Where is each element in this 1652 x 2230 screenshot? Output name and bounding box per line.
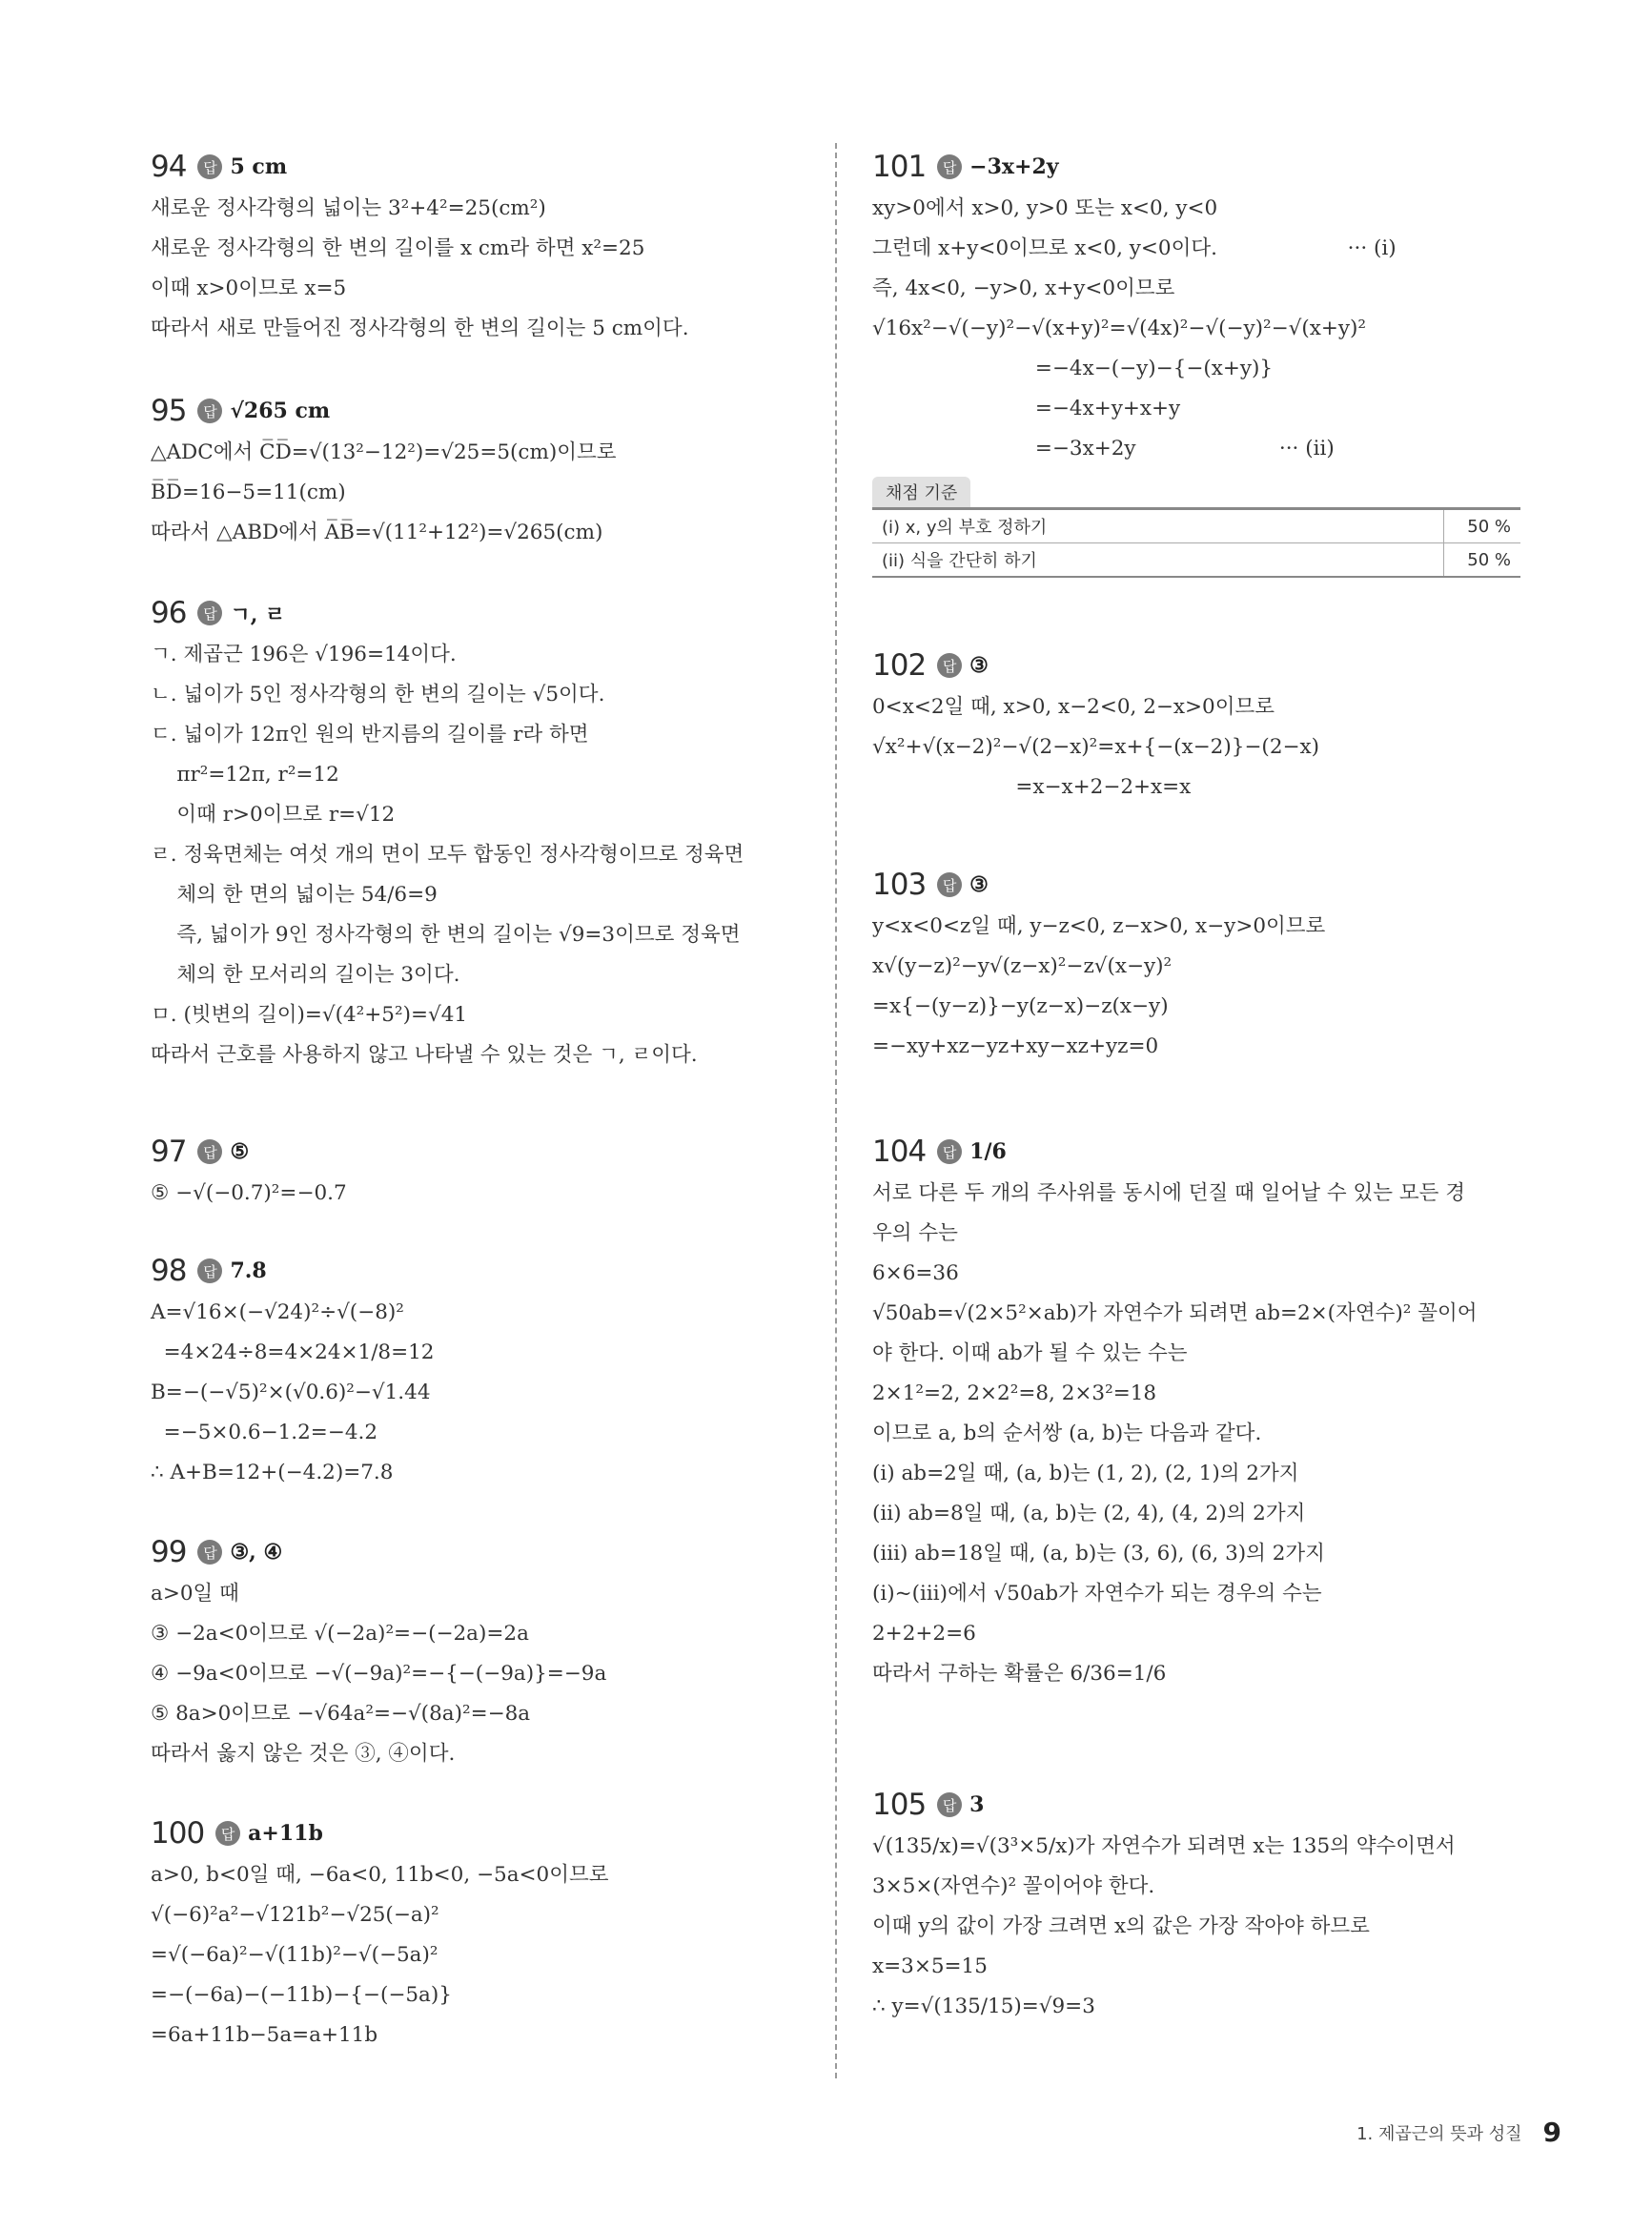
problem-105 bbox=[872, 1783, 1530, 2027]
problem-103 bbox=[872, 863, 1530, 1067]
problem-header bbox=[872, 1130, 1530, 1174]
problem-header bbox=[151, 1249, 818, 1293]
solution-line: (i) ab=2일 때, (a, b)는 (1, 2), (2, 1)의 2가지 bbox=[872, 1462, 1299, 1485]
problem-answer: ③, ④ bbox=[230, 1540, 283, 1565]
problem-header bbox=[872, 863, 1530, 907]
problem-number: 94 bbox=[151, 150, 187, 184]
problem-number: 103 bbox=[872, 868, 927, 902]
solution-line: 이때 r>0이므로 r=√12 bbox=[151, 803, 396, 827]
page-footer bbox=[1356, 2117, 1561, 2148]
rubric-percent: 50 % bbox=[1444, 509, 1521, 543]
problem-number: 96 bbox=[151, 596, 187, 630]
solution-line: x√(y−z)²−y√(z−x)²−z√(x−y)² bbox=[872, 954, 1173, 978]
chapter-title: 1. 제곱근의 뜻과 성질 bbox=[1356, 2123, 1522, 2144]
solution-line: 따라서 구하는 확률은 6/36=1/6 bbox=[872, 1662, 1167, 1686]
problem-answer: −3x+2y bbox=[969, 154, 1059, 179]
solution-line: =−4x+y+x+y bbox=[872, 397, 1181, 420]
solution-line: 즉, 넓이가 9인 정사각형의 한 변의 길이는 √9=3이므로 정육면 bbox=[151, 923, 741, 947]
problem-97 bbox=[151, 1130, 818, 1214]
solution-line: ∴ y=√(135/15)=√9=3 bbox=[872, 1995, 1095, 2018]
solution-line: (ii) ab=8일 때, (a, b)는 (2, 4), (4, 2)의 2가지 bbox=[872, 1502, 1306, 1525]
problem-header bbox=[872, 644, 1530, 687]
solution-line: √x²+√(x−2)²−√(2−x)²=x+{−(x−2)}−(2−x) bbox=[872, 735, 1320, 759]
answer-badge-icon: 답 bbox=[197, 1540, 222, 1565]
answer-badge-icon: 답 bbox=[937, 154, 962, 179]
solution-line: 야 한다. 이때 ab가 될 수 있는 수는 bbox=[872, 1341, 1188, 1365]
answer-badge-icon: 답 bbox=[937, 653, 962, 678]
solution-line: 2×1²=2, 2×2²=8, 2×3²=18 bbox=[872, 1381, 1157, 1405]
problem-number: 95 bbox=[151, 394, 187, 428]
solution-line: (i)~(iii)에서 √50ab가 자연수가 되는 경우의 수는 bbox=[872, 1582, 1322, 1606]
solution-line: =√(−6a)²−√(11b)²−√(−5a)² bbox=[151, 1943, 438, 1967]
solution-line: √(−6)²a²−√121b²−√25(−a)² bbox=[151, 1903, 439, 1927]
solution-line: 따라서 옳지 않은 것은 ③, ④이다. bbox=[151, 1742, 456, 1766]
problem-number: 105 bbox=[872, 1788, 927, 1822]
problem-header bbox=[151, 145, 818, 189]
column-divider bbox=[835, 143, 837, 2078]
problem-number: 99 bbox=[151, 1535, 187, 1569]
problem-101 bbox=[872, 145, 1530, 578]
solution-line: (iii) ab=18일 때, (a, b)는 (3, 6), (6, 3)의 2가지 bbox=[872, 1542, 1325, 1565]
solution-line: πr²=12π, r²=12 bbox=[151, 763, 339, 787]
solution-line: 6×6=36 bbox=[872, 1261, 959, 1285]
rubric-table bbox=[872, 507, 1520, 578]
solution-line: =−4x−(−y)−{−(x+y)} bbox=[872, 357, 1274, 380]
solution-line: 즉, 4x<0, −y>0, x+y<0이므로 bbox=[872, 276, 1175, 300]
solution-line: 새로운 정사각형의 넓이는 3²+4²=25(cm²) bbox=[151, 196, 546, 220]
solution-line: △ADC에서 C̅D̅=√(13²−12²)=√25=5(cm)이므로 bbox=[151, 440, 617, 464]
solution-line: 2+2+2=6 bbox=[872, 1622, 976, 1646]
problem-answer: 3 bbox=[969, 1792, 985, 1817]
solution-line: 우의 수는 bbox=[872, 1221, 958, 1245]
solution-line: 이때 x>0이므로 x=5 bbox=[151, 276, 347, 300]
solution-line: 3×5×(자연수)² 꼴이어야 한다. bbox=[872, 1874, 1155, 1898]
rubric-title: 채점 기준 bbox=[872, 477, 970, 507]
solution-line: x=3×5=15 bbox=[872, 1954, 988, 1978]
problem-98 bbox=[151, 1249, 818, 1493]
problem-answer: ③ bbox=[969, 653, 989, 678]
problem-102 bbox=[872, 644, 1530, 808]
problem-answer: a+11b bbox=[248, 1821, 323, 1846]
problem-number: 101 bbox=[872, 150, 927, 184]
table-row bbox=[872, 543, 1520, 578]
solution-line: √16x²−√(−y)²−√(x+y)²=√(4x)²−√(−y)²−√(x+y)² bbox=[872, 317, 1367, 340]
solution-line: 서로 다른 두 개의 주사위를 동시에 던질 때 일어날 수 있는 모든 경 bbox=[872, 1181, 1466, 1205]
answer-badge-icon: 답 bbox=[215, 1821, 240, 1846]
answer-badge-icon: 답 bbox=[197, 1258, 222, 1283]
solution-line: y<x<0<z일 때, y−z<0, z−x>0, x−y>0이므로 bbox=[872, 914, 1326, 938]
solution-line: ㄹ. 정육면체는 여섯 개의 면이 모두 합동인 정사각형이므로 정육면 bbox=[151, 843, 744, 867]
solution-line: =4×24÷8=4×24×1/8=12 bbox=[151, 1340, 435, 1364]
problem-header bbox=[151, 1530, 818, 1574]
solution-line: 따라서 새로 만들어진 정사각형의 한 변의 길이는 5 cm이다. bbox=[151, 317, 689, 340]
solution-line: =−xy+xz−yz+xy−xz+yz=0 bbox=[872, 1034, 1159, 1058]
rubric-percent: 50 % bbox=[1444, 543, 1521, 578]
solution-line: 따라서 △ABD에서 A̅B̅=√(11²+12²)=√265(cm) bbox=[151, 521, 603, 544]
problem-number: 98 bbox=[151, 1254, 187, 1288]
solution-line: 새로운 정사각형의 한 변의 길이를 x cm라 하면 x²=25 bbox=[151, 236, 645, 260]
solution-line: ㄱ. 제곱근 196은 √196=14이다. bbox=[151, 643, 457, 666]
problem-header bbox=[151, 591, 818, 635]
solution-line: xy>0에서 x>0, y>0 또는 x<0, y<0 bbox=[872, 196, 1218, 220]
problem-answer: √265 cm bbox=[230, 399, 331, 423]
rubric-criterion: (i) x, y의 부호 정하기 bbox=[872, 509, 1444, 543]
problem-100 bbox=[151, 1811, 818, 2056]
solution-line: a>0일 때 bbox=[151, 1582, 239, 1606]
problem-number: 100 bbox=[151, 1816, 205, 1851]
problem-header bbox=[151, 1811, 818, 1855]
problem-answer: ③ bbox=[969, 872, 989, 897]
answer-badge-icon: 답 bbox=[197, 154, 222, 179]
solution-line: √50ab=√(2×5²×ab)가 자연수가 되려면 ab=2×(자연수)² 꼴이어 bbox=[872, 1301, 1478, 1325]
solution-line: ㅁ. (빗변의 길이)=√(4²+5²)=√41 bbox=[151, 1003, 468, 1027]
solution-line: 이때 y의 값이 가장 크려면 x의 값은 가장 작아야 하므로 bbox=[872, 1914, 1370, 1938]
problem-99 bbox=[151, 1530, 818, 1774]
solution-line: B=−(−√5)²×(√0.6)²−√1.44 bbox=[151, 1381, 431, 1404]
solution-line: 0<x<2일 때, x>0, x−2<0, 2−x>0이므로 bbox=[872, 695, 1275, 719]
solution-line: 체의 한 면의 넓이는 54/6=9 bbox=[151, 883, 438, 907]
answer-badge-icon: 답 bbox=[197, 601, 222, 625]
solution-line: ⑤ −√(−0.7)²=−0.7 bbox=[151, 1181, 347, 1205]
solution-line: =6a+11b−5a=a+11b bbox=[151, 2023, 378, 2047]
solution-line: √(135/x)=√(3³×5/x)가 자연수가 되려면 x는 135의 약수이면서 bbox=[872, 1834, 1456, 1858]
problem-95 bbox=[151, 389, 818, 553]
solution-line: =x{−(y−z)}−y(z−x)−z(x−y) bbox=[872, 994, 1169, 1018]
solution-line: ④ −9a<0이므로 −√(−9a)²=−{−(−9a)}=−9a bbox=[151, 1662, 607, 1686]
problem-96 bbox=[151, 591, 818, 1075]
problem-number: 97 bbox=[151, 1135, 187, 1169]
solution-line: =−(−6a)−(−11b)−{−(−5a)} bbox=[151, 1983, 452, 2007]
problem-answer: ⑤ bbox=[230, 1139, 250, 1164]
solution-line: ㄷ. 넓이가 12π인 원의 반지름의 길이를 r라 하면 bbox=[151, 723, 589, 747]
problem-number: 104 bbox=[872, 1135, 927, 1169]
grading-rubric bbox=[872, 477, 1520, 578]
solution-line: ③ −2a<0이므로 √(−2a)²=−(−2a)=2a bbox=[151, 1622, 529, 1646]
problem-header bbox=[872, 1783, 1530, 1827]
solution-line: ∴ A+B=12+(−4.2)=7.8 bbox=[151, 1461, 394, 1484]
problem-header bbox=[872, 145, 1530, 189]
solution-line: 그런데 x+y<0이므로 x<0, y<0이다. ··· (i) bbox=[872, 236, 1397, 260]
solution-line: 따라서 근호를 사용하지 않고 나타낼 수 있는 것은 ㄱ, ㄹ이다. bbox=[151, 1043, 698, 1067]
problem-94 bbox=[151, 145, 818, 349]
solution-line: =−5×0.6−1.2=−4.2 bbox=[151, 1421, 378, 1444]
problem-answer: 1/6 bbox=[969, 1139, 1007, 1164]
problem-number: 102 bbox=[872, 648, 927, 683]
page-number: 9 bbox=[1542, 2117, 1561, 2148]
solution-line: B̅D̅=16−5=11(cm) bbox=[151, 481, 346, 504]
answer-badge-icon: 답 bbox=[197, 1139, 222, 1164]
solution-line: 이므로 a, b의 순서쌍 (a, b)는 다음과 같다. bbox=[872, 1422, 1262, 1445]
answer-badge-icon: 답 bbox=[197, 399, 222, 423]
answer-badge-icon: 답 bbox=[937, 1139, 962, 1164]
table-row bbox=[872, 509, 1520, 543]
problem-header bbox=[151, 389, 818, 433]
problem-answer: 5 cm bbox=[230, 154, 288, 179]
problem-104 bbox=[872, 1130, 1530, 1694]
problem-answer: ㄱ, ㄹ bbox=[230, 602, 286, 627]
answer-badge-icon: 답 bbox=[937, 872, 962, 897]
solution-line: 체의 한 모서리의 길이는 3이다. bbox=[151, 963, 460, 987]
rubric-criterion: (ii) 식을 간단히 하기 bbox=[872, 543, 1444, 578]
problem-answer: 7.8 bbox=[230, 1258, 267, 1283]
solution-line: A=√16×(−√24)²÷√(−8)² bbox=[151, 1300, 404, 1324]
solution-line: ⑤ 8a>0이므로 −√64a²=−√(8a)²=−8a bbox=[151, 1702, 531, 1726]
solution-line: =−3x+2y ··· (ii) bbox=[872, 437, 1335, 460]
solution-line: =x−x+2−2+x=x bbox=[872, 775, 1192, 799]
solution-line: a>0, b<0일 때, −6a<0, 11b<0, −5a<0이므로 bbox=[151, 1863, 609, 1887]
problem-header bbox=[151, 1130, 818, 1174]
answer-badge-icon: 답 bbox=[937, 1792, 962, 1817]
solution-line: ㄴ. 넓이가 5인 정사각형의 한 변의 길이는 √5이다. bbox=[151, 683, 605, 706]
